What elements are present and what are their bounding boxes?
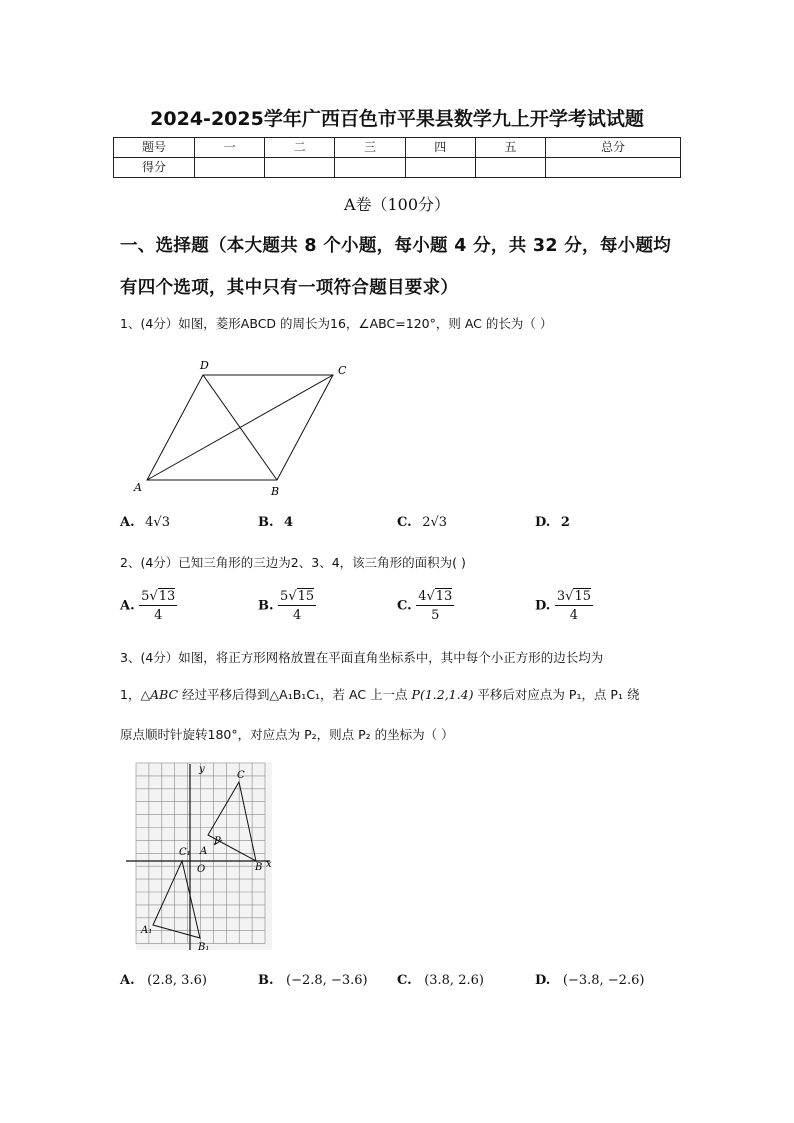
fraction-denominator: 5 — [431, 608, 440, 623]
score-cell[interactable] — [475, 158, 545, 178]
score-cell[interactable] — [195, 158, 265, 178]
q1-option-c[interactable] — [397, 515, 447, 530]
q3-option-b[interactable] — [258, 973, 368, 988]
option-letter: D. — [535, 973, 551, 988]
option-fraction: $\frac{4√13}{5}$ — [418, 589, 453, 623]
option-letter: D. — [535, 515, 551, 530]
score-cell[interactable] — [265, 158, 335, 178]
score-cell[interactable] — [405, 158, 475, 178]
score-table — [113, 137, 681, 178]
question-1-text: 1、(4分）如图，菱形ABCD 的周长为16，∠ABC=120°，则 AC 的长为（ ） — [120, 316, 553, 331]
score-table-header-row — [114, 138, 681, 158]
option-value: 4√3 — [145, 515, 170, 530]
score-table-score-row — [114, 158, 681, 178]
fraction-radicand: 13 — [435, 589, 453, 604]
question-3-line1: 3、(4分）如图，将正方形网格放置在平面直角坐标系中，其中每个小正方形的边长均为 — [120, 650, 604, 665]
score-cell[interactable] — [546, 158, 681, 178]
option-letter: B. — [258, 973, 274, 988]
option-letter: A. — [120, 598, 135, 614]
q3-option-c[interactable] — [397, 973, 484, 988]
option-value: 2√3 — [422, 515, 448, 530]
label-a1: A₁ — [141, 925, 153, 936]
label-d: D — [200, 359, 209, 372]
fraction-radicand: 13 — [158, 589, 176, 604]
fraction-coef: 5 — [141, 589, 150, 604]
option-value: 4 — [284, 515, 294, 530]
score-row-label: 得分 — [114, 158, 195, 178]
option-value: (−3.8, −2.6) — [562, 973, 645, 988]
label-c: C — [338, 364, 347, 377]
q2-option-c[interactable] — [397, 589, 454, 623]
option-letter: B. — [258, 598, 274, 614]
option-value: (−2.8, −3.6) — [286, 973, 368, 988]
option-letter: C. — [397, 598, 412, 614]
q2-option-a[interactable] — [120, 589, 177, 623]
score-cell[interactable] — [335, 158, 405, 178]
label-y: y — [199, 764, 205, 775]
q3-option-a[interactable] — [120, 973, 207, 988]
diagonal-bd — [203, 375, 277, 480]
score-header-cell: 题号 — [114, 138, 195, 158]
score-header-cell: 三 — [335, 138, 405, 158]
option-letter: B. — [258, 515, 274, 530]
question-3-line3: 原点顺时针旋转180°，对应点为 P₂，则点 P₂ 的坐标为（ ） — [120, 727, 454, 742]
fraction-coef: 4 — [418, 589, 427, 604]
exam-title: 2024-2025学年广西百色市平果县数学九上开学考试试题 — [150, 108, 644, 130]
grid-figure — [124, 760, 276, 955]
section-heading-line2: 有四个选项，其中只有一项符合题目要求） — [120, 278, 459, 298]
q2-option-d[interactable] — [535, 589, 593, 623]
q3-text-part: 平移后对应点为 P₁，点 P₁ 绕 — [473, 687, 640, 702]
option-letter: D. — [535, 598, 551, 614]
option-letter: C. — [397, 515, 412, 530]
option-value: 2 — [560, 515, 570, 530]
fraction-denominator: 4 — [154, 608, 163, 623]
volume-heading: A卷（100分） — [343, 195, 451, 214]
score-header-cell: 四 — [405, 138, 475, 158]
option-letter: A. — [120, 515, 135, 530]
score-header-cell: 二 — [265, 138, 335, 158]
q3-math-point: P(1.2,1.4) — [411, 687, 474, 702]
option-value: (2.8, 3.6) — [147, 973, 207, 988]
label-b1: B₁ — [198, 942, 210, 953]
label-b: B — [271, 485, 280, 498]
label-c1: C₁ — [179, 847, 191, 858]
q1-option-a[interactable] — [120, 515, 170, 530]
score-header-cell: 一 — [195, 138, 265, 158]
score-header-cell: 五 — [475, 138, 545, 158]
option-value: (3.8, 2.6) — [424, 973, 484, 988]
q1-option-b[interactable] — [258, 515, 293, 530]
label-a: A — [134, 481, 142, 494]
score-header-cell: 总分 — [546, 138, 681, 158]
section-heading-line1: 一、选择题（本大题共 8 个小题，每小题 4 分，共 32 分，每小题均 — [120, 236, 672, 256]
fraction-coef: 3 — [556, 589, 566, 604]
fraction-denominator: 4 — [569, 608, 579, 623]
fraction-coef: 5 — [280, 589, 289, 604]
q3-option-d[interactable] — [535, 973, 644, 988]
q3-math-triangle: △ABC — [140, 687, 179, 702]
option-letter: C. — [397, 973, 412, 988]
label-o: O — [197, 864, 206, 875]
q1-option-d[interactable] — [535, 515, 570, 530]
label-b: B — [255, 862, 263, 873]
question-3-line2 — [120, 685, 639, 703]
q3-text-part: 经过平移后得到△A₁B₁C₁，若 AC 上一点 — [178, 687, 412, 702]
question-2-text: 2、(4分）已知三角形的三边为2、3、4，该三角形的面积为( ) — [120, 555, 466, 570]
option-fraction: $\frac{3√15}{4}$ — [556, 589, 591, 623]
option-letter: A. — [120, 973, 135, 988]
label-c: C — [237, 770, 245, 781]
option-fraction: $\frac{5√15}{4}$ — [280, 589, 315, 623]
label-x: x — [266, 859, 272, 870]
rhombus-figure — [130, 355, 360, 500]
fraction-radicand: 15 — [297, 589, 315, 604]
q3-text-part: 1， — [120, 687, 141, 702]
label-a: A — [200, 846, 208, 857]
fraction-denominator: 4 — [292, 608, 302, 623]
label-p: P — [214, 836, 221, 847]
q2-option-b[interactable] — [258, 589, 316, 623]
option-fraction: $\frac{5√13}{4}$ — [141, 589, 176, 623]
fraction-radicand: 15 — [574, 589, 591, 604]
